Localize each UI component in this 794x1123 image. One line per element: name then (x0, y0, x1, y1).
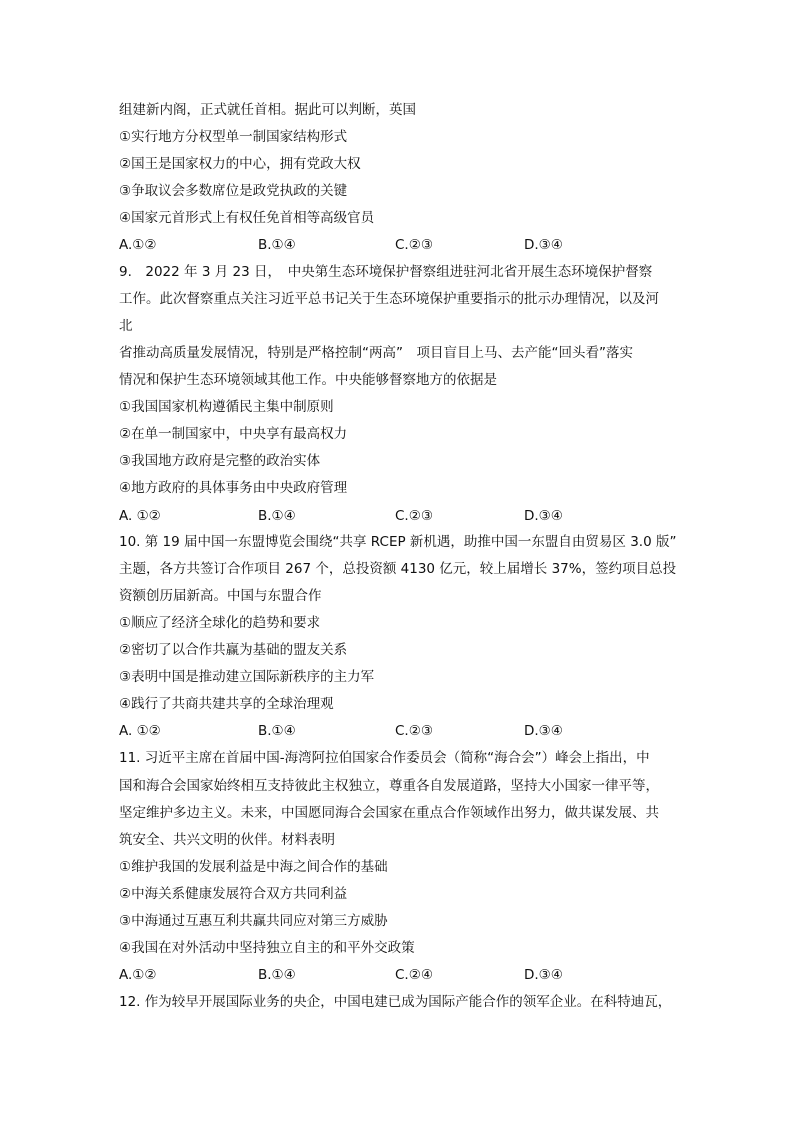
q8-option-d[interactable]: D.③④ (524, 237, 563, 253)
q8-item-1: ①实行地方分权型单一制国家结构形式 (119, 129, 348, 145)
q11-stem-line-1: 11. 习近平主席在首届中国-海湾阿拉伯国家合作委员会（简称“海合会”）峰会上指出，中 (119, 750, 650, 766)
q11-option-d[interactable]: D.③④ (524, 967, 563, 983)
q10-option-d[interactable]: D.③④ (524, 723, 563, 739)
q8-item-3: ③争取议会多数席位是政党执政的关键 (119, 183, 348, 199)
q10-option-c[interactable]: C.②③ (395, 723, 433, 739)
q11-item-1: ①维护我国的发展利益是中海之间合作的基础 (119, 859, 388, 875)
q10-item-2: ②密切了以合作共赢为基础的盟友关系 (119, 642, 348, 658)
q9-stem-line-4: 省推动高质量发展情况，特别是严格控制“两高” 项目盲目上马、去产能“回头看”落实 (119, 345, 633, 361)
q11-option-a[interactable]: A.①② (119, 967, 157, 983)
q9-item-3: ③我国地方政府是完整的政治实体 (119, 453, 321, 469)
q11-stem-line-2: 国和海合会国家始终相互支持彼此主权独立，尊重各自发展道路，坚持大小国家一律平等， (119, 778, 659, 794)
q10-stem-line-2: 主题，各方共签订合作项目 267 个，总投资额 4130 亿元，较上届增长 37%，签约项目总投 (119, 561, 677, 577)
q9-stem-line-5: 情况和保护生态环境领域其他工作。中央能够督察地方的依据是 (119, 372, 497, 388)
q9-option-a[interactable]: A. ①② (119, 508, 161, 524)
q11-option-b[interactable]: B.①④ (258, 967, 296, 983)
q9-item-4: ④地方政府的具体事务由中央政府管理 (119, 480, 348, 496)
q11-item-2: ②中海关系健康发展符合双方共同利益 (119, 886, 348, 902)
q11-options (119, 966, 679, 984)
q11-stem-line-4: 筑安全、共兴文明的伙伴。材料表明 (119, 832, 335, 848)
q8-item-4: ④国家元首形式上有权任免首相等高级官员 (119, 210, 375, 226)
q9-option-c[interactable]: C.②③ (395, 508, 433, 524)
q12-stem-line-1: 12. 作为较早开展国际业务的央企，中国电建已成为国际产能合作的领军企业。在科特迪瓦， (119, 994, 672, 1010)
q9-item-1: ①我国国家机构遵循民主集中制原则 (119, 399, 334, 415)
q9-stem-line-1: 9. 2022 年 3 月 23 日， 中央第生态环境保护督察组进驻河北省开展生态环境保护督察 (119, 264, 653, 280)
q11-option-c[interactable]: C.②④ (395, 967, 433, 983)
q8-stem-line: 组建新内阁，正式就任首相。据此可以判断，英国 (119, 102, 416, 118)
q10-option-a[interactable]: A. ①② (119, 723, 161, 739)
q8-option-c[interactable]: C.②③ (395, 237, 433, 253)
q10-stem-line-3: 资额创历届新高。中国与东盟合作 (119, 588, 322, 604)
q10-option-b[interactable]: B.①④ (258, 723, 296, 739)
q10-item-3: ③表明中国是推动建立国际新秩序的主力军 (119, 669, 375, 685)
q8-item-2: ②国王是国家权力的中心，拥有党政大权 (119, 156, 361, 172)
q10-options (119, 722, 679, 740)
q8-option-a[interactable]: A.①② (119, 237, 157, 253)
q9-stem-line-2: 工作。此次督察重点关注习近平总书记关于生态环境保护重要指示的批示办理情况，以及河 (119, 291, 659, 307)
q8-option-b[interactable]: B.①④ (258, 237, 296, 253)
q9-stem-line-3: 北 (119, 318, 133, 334)
q8-options (119, 236, 679, 254)
q11-item-3: ③中海通过互惠互利共赢共同应对第三方威胁 (119, 913, 388, 929)
q9-option-b[interactable]: B.①④ (258, 508, 296, 524)
q9-item-2: ②在单一制国家中，中央享有最高权力 (119, 426, 348, 442)
q10-stem-line-1: 10. 第 19 届中国一东盟博览会围绕“共享 RCEP 新机遇，助推中国一东盟自由贸易区 3.0 版” (119, 534, 677, 550)
q10-item-1: ①顺应了经济全球化的趋势和要求 (119, 615, 321, 631)
q9-option-d[interactable]: D.③④ (524, 508, 563, 524)
q11-item-4: ④我国在对外活动中坚持独立自主的和平外交政策 (119, 940, 415, 956)
q11-stem-line-3: 坚定维护多边主义。未来，中国愿同海合会国家在重点合作领域作出努力，做共谋发展、共 (119, 805, 659, 821)
q9-options (119, 507, 679, 525)
q10-item-4: ④践行了共商共建共享的全球治理观 (119, 696, 334, 712)
